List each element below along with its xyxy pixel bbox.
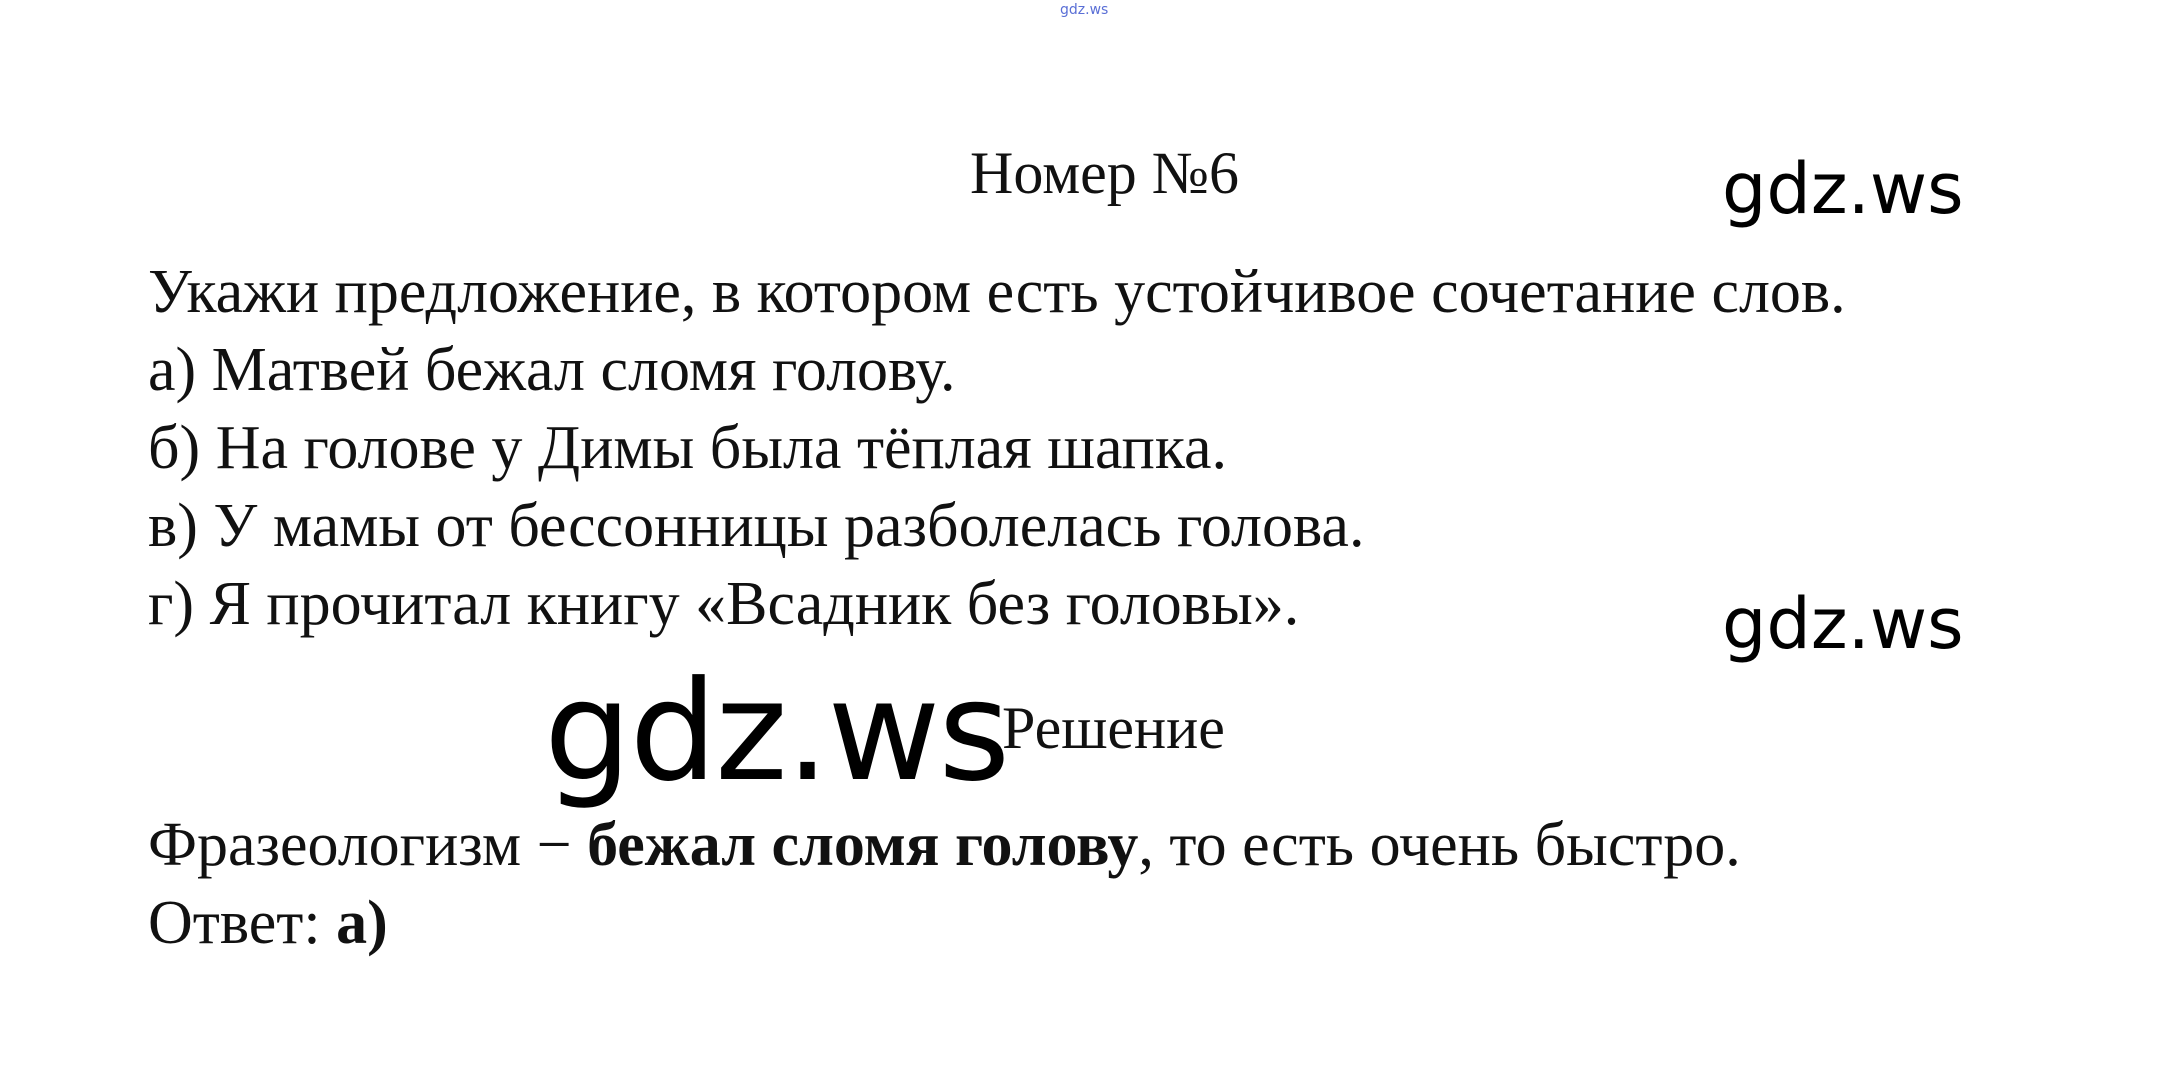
watermark-logo: gdz.ws: [1722, 148, 1964, 230]
explanation-suffix: , то есть очень быстро.: [1138, 811, 1741, 879]
answer-value: а): [336, 889, 388, 957]
answer-option-a: а) Матвей бежал сломя голову.: [148, 336, 956, 404]
answer-label: Ответ:: [148, 889, 337, 957]
task-question: Укажи предложение, в котором есть устойчивое сочетание слов.: [148, 258, 1846, 326]
solution-answer: [148, 884, 1741, 962]
answer-option-b: б) На голове у Димы была тёплая шапка.: [148, 414, 1228, 482]
answer-option-g: г) Я прочитал книгу «Всадник без головы».: [148, 570, 1300, 638]
solution-block: [148, 806, 1741, 962]
task-block: [148, 253, 1846, 643]
top-watermark: gdz.ws: [1060, 2, 1109, 18]
explanation-prefix: Фразеологизм −: [148, 811, 588, 879]
phraseologism: бежал сломя голову: [587, 811, 1139, 879]
page-title: Номер №6: [970, 140, 1240, 206]
watermark-logo: gdz.ws: [1722, 583, 1964, 665]
solution-heading: Решение: [1002, 695, 1225, 761]
watermark-logo-large: gdz.ws: [544, 651, 1009, 812]
solution-explanation: [148, 806, 1741, 884]
answer-option-v: в) У мамы от бессонницы разболелась голова.: [148, 492, 1365, 560]
